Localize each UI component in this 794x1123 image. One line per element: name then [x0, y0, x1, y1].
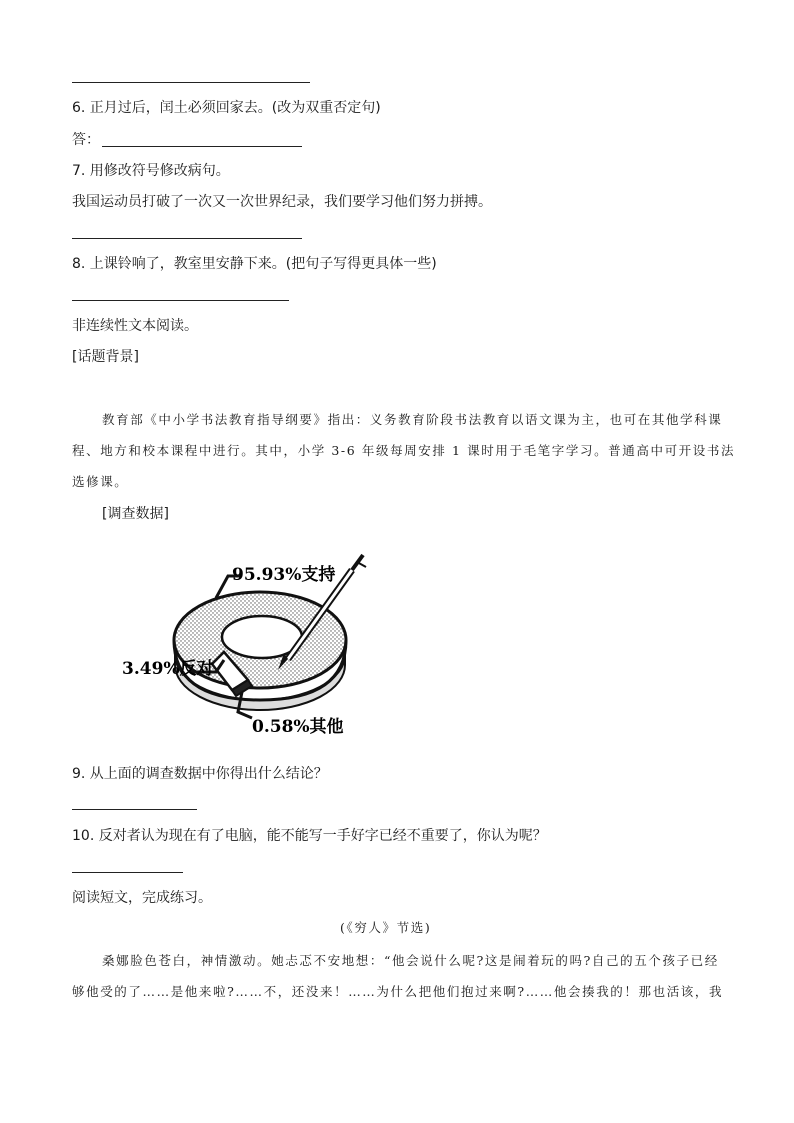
slice-label: 95.93%支持	[232, 565, 336, 585]
survey-data-label: [调查数据]	[102, 506, 169, 522]
answer-line[interactable]	[72, 300, 289, 301]
answer-line[interactable]	[72, 809, 197, 810]
answer-line[interactable]	[72, 238, 302, 239]
question-9: 9. 从上面的调查数据中你得出什么结论？	[72, 766, 328, 782]
answer-label: 答：	[72, 132, 100, 148]
background-paragraph-line: 教育部《中小学书法教育指导纲要》指出：义务教育阶段书法教育以语文课为主，也可在其他学科课	[102, 412, 723, 427]
survey-donut-chart	[120, 540, 380, 750]
background-paragraph-line: 程、地方和校本课程中进行。其中，小学 3-6 年级每周安排 1 课时用于毛笔字学习。普通高中可开设书法	[72, 443, 736, 458]
question-10: 10. 反对者认为现在有了电脑，能不能写一手好字已经不重要了，你认为呢？	[72, 828, 547, 844]
slice-label: 0.58%其他	[252, 717, 344, 737]
question-7: 7. 用修改符号修改病句。	[72, 163, 230, 179]
passage-title: (《穷人》节选)	[340, 920, 432, 935]
answer-line[interactable]	[72, 82, 310, 83]
question-8: 8. 上课铃响了，教室里安静下来。(把句子写得更具体一些)	[72, 256, 437, 272]
topic-background-label: [话题背景]	[72, 349, 139, 365]
section-heading: 非连续性文本阅读。	[72, 318, 198, 334]
passage-line: 桑娜脸色苍白，神情激动。她忐忑不安地想：“他会说什么呢?这是闹着玩的吗?自己的五个孩子已经	[102, 953, 719, 968]
question-6: 6. 正月过后，闰土必须回家去。(改为双重否定句)	[72, 100, 381, 116]
slice-label: 3.49%反对	[122, 659, 214, 679]
faulty-sentence: 我国运动员打破了一次又一次世界纪录，我们要学习他们努力拼搏。	[72, 194, 492, 210]
answer-line[interactable]	[102, 146, 302, 147]
section-heading: 阅读短文，完成练习。	[72, 890, 212, 906]
background-paragraph-line: 选修课。	[72, 474, 129, 489]
passage-line: 够他受的了……是他来啦?……不，还没来！……为什么把他们抱过来啊?……他会揍我的！那也活该，我	[72, 984, 724, 999]
answer-line[interactable]	[72, 872, 183, 873]
